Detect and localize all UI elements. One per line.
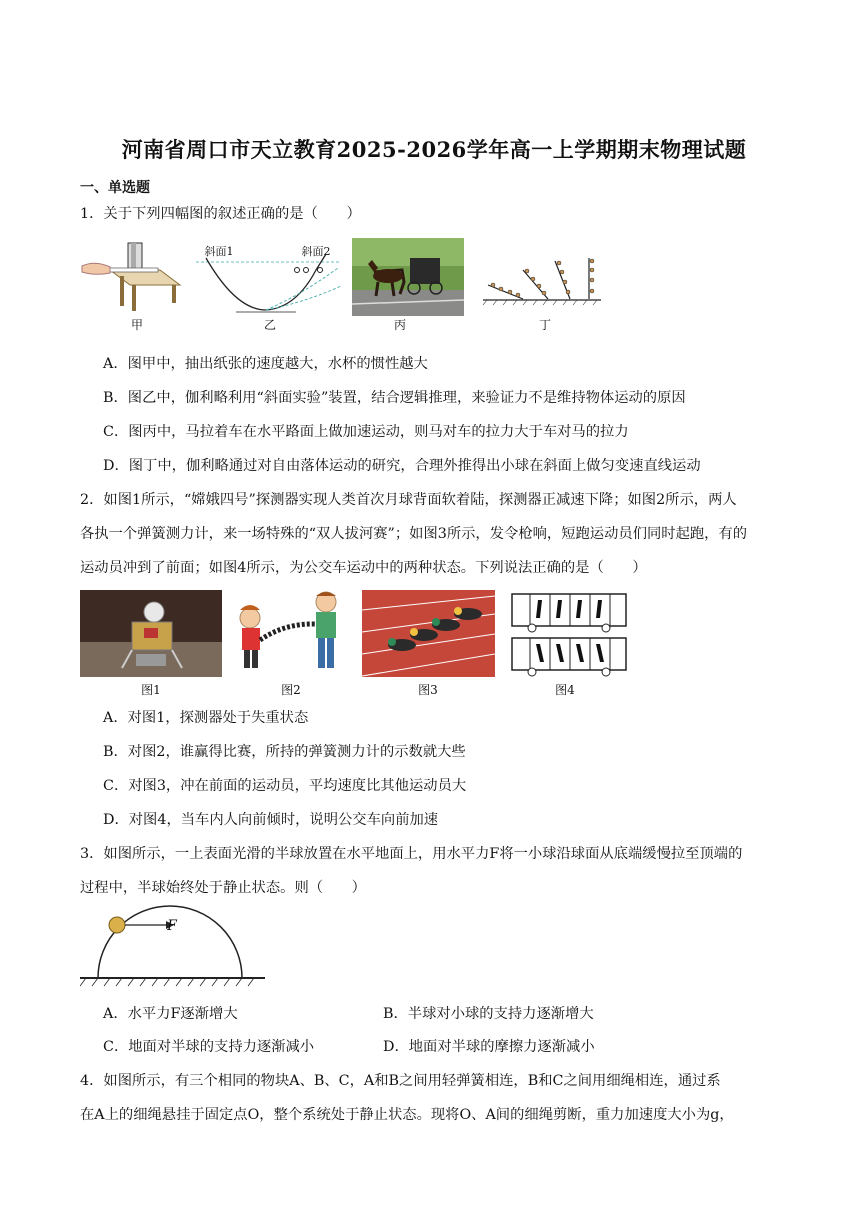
page-title: 河南省周口市天立教育2025-2026学年高一上学期期末物理试题	[121, 137, 747, 162]
question-3-stem-line-2: 过程中，半球始终处于静止状态。则（ ）	[80, 880, 366, 896]
question-2-option-b[interactable]: B．对图2，谁赢得比赛，所持的弹簧测力计的示数就大些	[103, 744, 466, 760]
question-2-stem-line-2: 各执一个弹簧测力计，来一场特殊的“双人拔河赛”；如图3所示，发令枪响，短跑运动员们同时起跑，有的	[80, 526, 748, 542]
figure-2-caption: 图2	[281, 683, 301, 697]
question-2-option-c[interactable]: C．对图3，冲在前面的运动员，平均速度比其他运动员大	[103, 778, 467, 794]
question-1-option-d[interactable]: D．图丁中，伽利略通过对自由落体运动的研究，合理外推得出小球在斜面上做匀变速直线运动	[103, 458, 701, 474]
slope-1-label: 斜面1	[204, 245, 234, 258]
question-3-option-c[interactable]: C．地面对半球的支持力逐渐减小	[103, 1039, 315, 1055]
figure-jia-caption: 甲	[130, 318, 143, 332]
question-2-option-a[interactable]: A．对图1，探测器处于失重状态	[103, 710, 309, 726]
question-2-option-d[interactable]: D．对图4，当车内人向前倾时，说明公交车向前加速	[103, 812, 439, 828]
question-2-stem-line-1: 2．如图1所示，“嫦娥四号”探测器实现人类首次月球背面软着陆，探测器正减速下降；如图2所示，两人	[80, 492, 737, 508]
slope-2-label: 斜面2	[301, 245, 331, 258]
figure-3-sprint-start-photo	[362, 590, 495, 677]
figure-1-lunar-lander-photo	[80, 590, 222, 677]
question-3-stem-line-1: 3．如图所示，一上表面光滑的半球放置在水平地面上，用水平力F将一小球沿球面从底端缓慢拉至顶端的	[80, 846, 743, 862]
figure-4-bus-states	[510, 590, 628, 678]
question-1-stem: 1．关于下列四幅图的叙述正确的是（ ）	[80, 206, 361, 222]
figure-1-caption: 图1	[141, 683, 161, 697]
question-1-option-c[interactable]: C．图丙中，马拉着车在水平路面上做加速运动，则马对车的拉力大于车对马的拉力	[103, 424, 629, 440]
figure-yi-caption: 乙	[263, 318, 276, 332]
figure-ding-incline-series	[483, 255, 601, 305]
figure-ding-caption: 丁	[538, 318, 551, 332]
figure-3-caption: 图3	[418, 683, 438, 697]
figure-bing-caption: 丙	[393, 318, 406, 332]
figure-jia-table-cup	[80, 240, 185, 315]
section-heading: 一、单选题	[80, 180, 150, 196]
question-4-stem-line-1: 4．如图所示，有三个相同的物块A、B、C，A和B之间用轻弹簧相连，B和C之间用细绳相连，通过系	[80, 1073, 721, 1089]
figure-bing-horse-carriage-photo	[352, 238, 464, 316]
question-3-option-d[interactable]: D．地面对半球的摩擦力逐渐减小	[383, 1039, 595, 1055]
figure-4-caption: 图4	[555, 683, 575, 697]
force-f-label: F	[167, 918, 177, 934]
question-1-option-a[interactable]: A．图甲中，抽出纸张的速度越大，水杯的惯性越大	[103, 356, 428, 372]
question-4-stem-line-2: 在A上的细绳悬挂于固定点O，整个系统处于静止状态。现将O、A间的细绳剪断，重力加速度大小为g，	[80, 1107, 734, 1123]
question-3-option-b[interactable]: B．半球对小球的支持力逐渐增大	[383, 1006, 594, 1022]
question-2-stem-line-3: 运动员冲到了前面；如图4所示，为公交车运动中的两种状态。下列说法正确的是（ ）	[80, 560, 647, 576]
question-3-option-a[interactable]: A．水平力F逐渐增大	[103, 1006, 238, 1022]
figure-hemisphere-ball	[80, 900, 265, 988]
question-1-option-b[interactable]: B．图乙中，伽利略利用“斜面实验”装置，结合逻辑推理，来验证力不是维持物体运动的原因	[103, 390, 686, 406]
figure-2-tug-of-war-cartoon	[230, 588, 348, 676]
